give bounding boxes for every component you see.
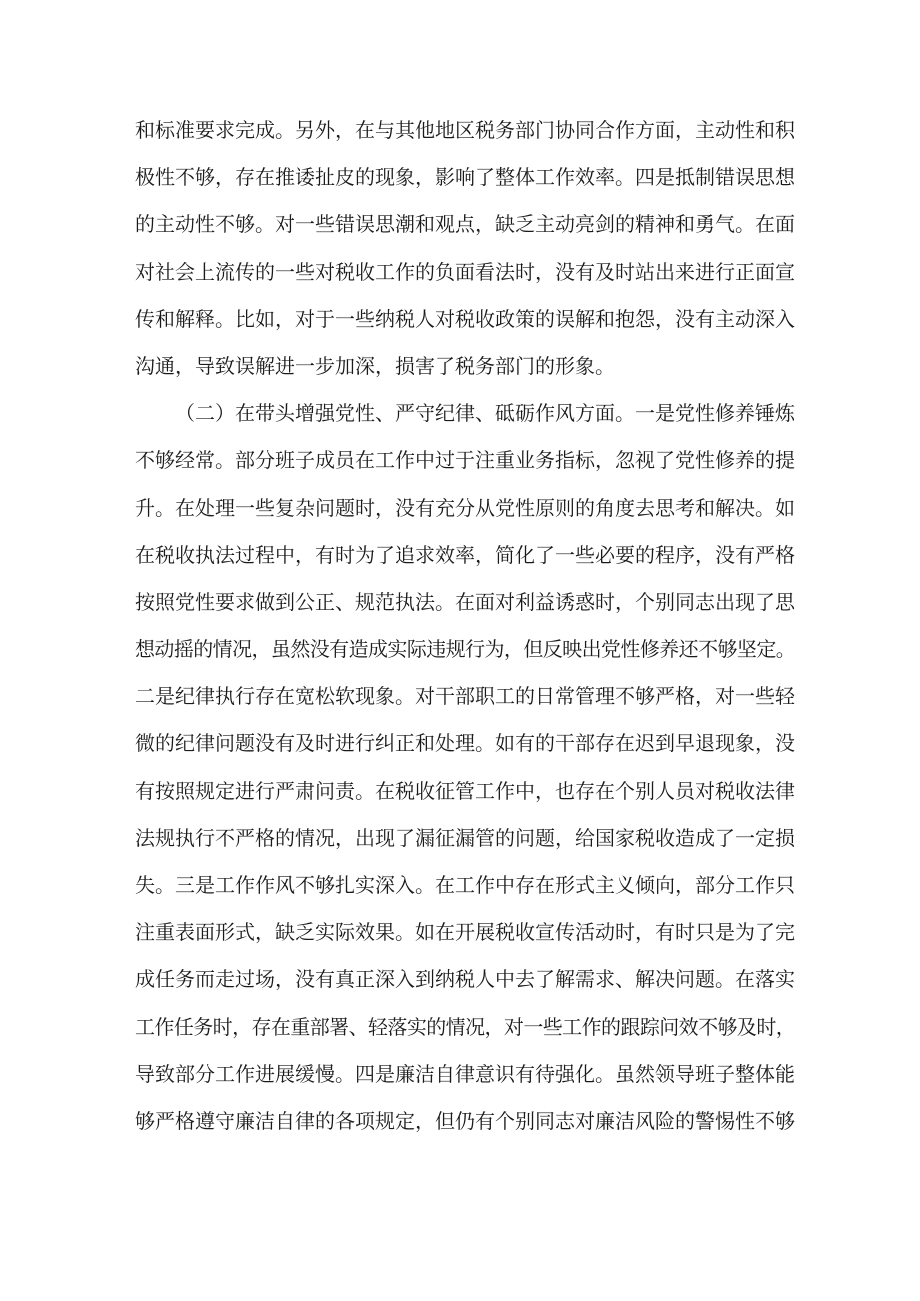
- text-line: 沟通，导致误解进一步加深，损害了税务部门的形象。: [135, 353, 615, 378]
- text-line: 导致部分工作进展缓慢。四是廉洁自律意识有待强化。虽然领导班子整体能: [135, 1061, 795, 1086]
- text-line: 和标准要求完成。另外，在与其他地区税务部门协同合作方面，主动性和积: [135, 118, 795, 142]
- text-line: 工作任务时，存在重部署、轻落实的情况，对一些工作的跟踪问效不够及时，: [135, 1014, 795, 1039]
- text-line: 注重表面形式，缺乏实际效果。如在开展税收宣传活动时，有时只是为了完: [135, 920, 795, 945]
- text-line: 够严格遵守廉洁自律的各项规定，但仍有个别同志对廉洁风险的警惕性不够: [135, 1108, 795, 1133]
- text-line: 在税收执法过程中，有时为了追求效率，简化了一些必要的程序，没有严格: [135, 542, 795, 567]
- text-line: 按照党性要求做到公正、规范执法。在面对利益诱惑时，个别同志出现了思: [135, 589, 795, 614]
- text-line: 极性不够，存在推诿扯皮的现象，影响了整体工作效率。四是抵制错误思想: [135, 165, 795, 190]
- text-line: 对社会上流传的一些对税收工作的负面看法时，没有及时站出来进行正面宣: [135, 259, 795, 284]
- text-line: 成任务而走过场，没有真正深入到纳税人中去了解需求、解决问题。在落实: [135, 967, 795, 992]
- text-line: 传和解释。比如，对于一些纳税人对税收政策的误解和抱怨，没有主动深入: [135, 306, 795, 331]
- text-line: 升。在处理一些复杂问题时，没有充分从党性原则的角度去思考和解决。如: [135, 495, 795, 520]
- text-line: 二是纪律执行存在宽松软现象。对干部职工的日常管理不够严格，对一些轻: [135, 684, 795, 709]
- text-line: 想动摇的情况，虽然没有造成实际违规行为，但反映出党性修养还不够坚定。: [135, 637, 795, 662]
- text-line: 失。三是工作作风不够扎实深入。在工作中存在形式主义倾向，部分工作只: [135, 873, 795, 897]
- text-line: 的主动性不够。对一些错误思潮和观点，缺乏主动亮剑的精神和勇气。在面: [135, 212, 795, 237]
- body-text: [135, 112, 795, 1150]
- section-heading-line: （二）在带头增强党性、严守纪律、砥砺作风方面。一是党性修养锤炼: [175, 401, 795, 426]
- text-line: 有按照规定进行严肃问责。在税收征管工作中，也存在个别人员对税收法律: [135, 778, 795, 803]
- text-line: 法规执行不严格的情况，出现了漏征漏管的问题，给国家税收造成了一定损: [135, 825, 795, 850]
- text-line: 微的纪律问题没有及时进行纠正和处理。如有的干部存在迟到早退现象，没: [135, 731, 795, 756]
- text-line: 不够经常。部分班子成员在工作中过于注重业务指标，忽视了党性修养的提: [135, 448, 795, 473]
